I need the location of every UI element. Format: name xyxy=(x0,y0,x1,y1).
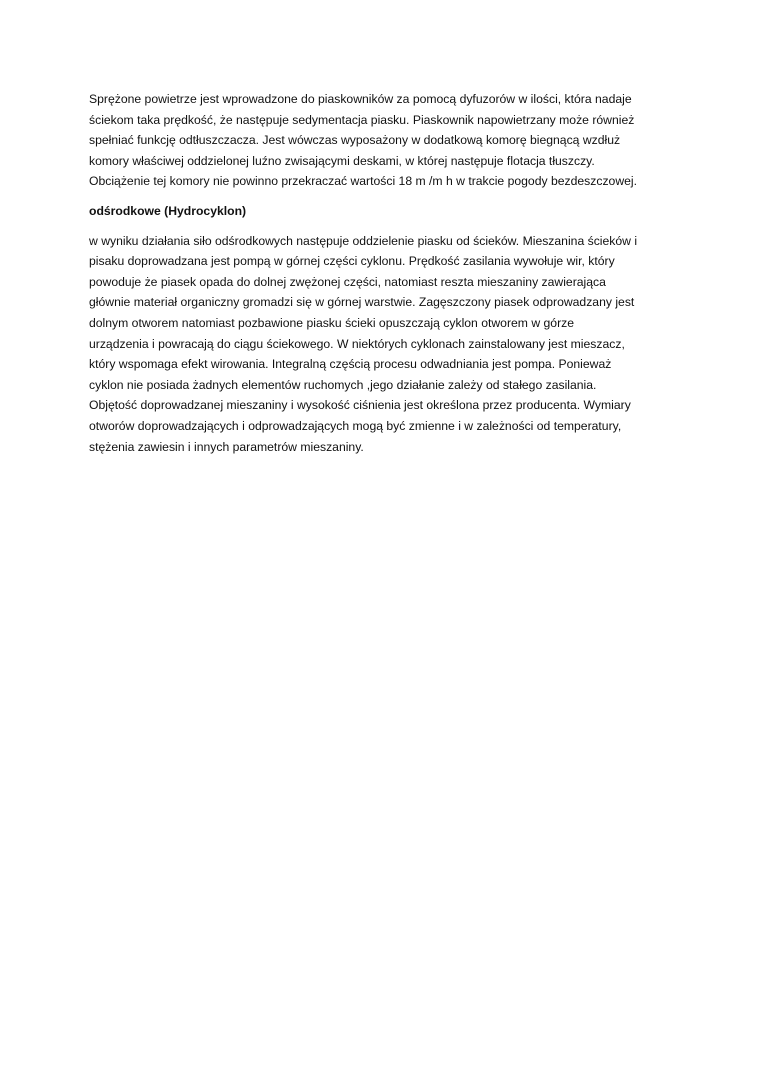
text-line: który wspomaga efekt wirowania. Integralną częścią procesu odwadniania jest pompa. Ponieważ xyxy=(89,357,612,372)
spacer xyxy=(89,192,689,201)
text-line: ściekom taka prędkość, że następuje sedymentacja piasku. Piaskownik napowietrzany może również xyxy=(89,112,635,127)
text-line: Obciążenie tej komory nie powinno przekraczać wartości 18 m /m h w trakcie pogody bezdeszczowej. xyxy=(89,174,638,189)
text-line: w wyniku działania siło odśrodkowych następuje oddzielenie piasku od ścieków. Mieszanina ścieków i xyxy=(89,233,638,248)
text-line: dolnym otworem natomiast pozbawione piasku ścieki opuszczają cyklon otworem w górze xyxy=(89,315,575,330)
spacer xyxy=(89,222,689,231)
text-line: głównie materiał organiczny gromadzi się w górnej warstwie. Zagęszczony piasek odprowadzany jest xyxy=(89,295,635,310)
text-line: urządzenia i powracają do ciągu ściekowego. W niektórych cyklonach zainstalowany jest mieszacz, xyxy=(89,336,625,351)
text-line: otworów doprowadzających i odprowadzających mogą być zmienne i w zależności od temperatury, xyxy=(89,418,622,433)
paragraph-hydrocyclone xyxy=(89,231,689,458)
text-line: stężenia zawiesin i innych parametrów mieszaniny. xyxy=(89,439,364,454)
text-line: Objętość doprowadzanej mieszaniny i wysokość ciśnienia jest określona przez producenta. Wymiary xyxy=(89,398,631,413)
paragraph-aerated-grit-chamber xyxy=(89,89,689,192)
document-body xyxy=(89,89,689,457)
text-line: pisaku doprowadzana jest pompą w górnej części cyklonu. Prędkość zasilania wywołuje wir, który xyxy=(89,254,615,269)
text-line: powoduje że piasek opada do dolnej zwężonej części, natomiast reszta mieszaniny zawierająca xyxy=(89,274,606,289)
text-line: spełniać funkcję odtłuszczacza. Jest wówczas wyposażony w dodatkową komorę biegnącą wzdłuż xyxy=(89,133,621,148)
text-line: komory właściwej oddzielonej luźno zwisającymi deskami, w której następuje flotacja tłuszczy. xyxy=(89,153,595,168)
text-line: Sprężone powietrze jest wprowadzone do piaskowników za pomocą dyfuzorów w ilości, która nadaje xyxy=(89,92,632,106)
section-heading: odśrodkowe (Hydrocyklon) xyxy=(89,203,247,218)
text-line: cyklon nie posiada żadnych elementów ruchomych ,jego działanie zależy od stałego zasilania. xyxy=(89,377,597,392)
